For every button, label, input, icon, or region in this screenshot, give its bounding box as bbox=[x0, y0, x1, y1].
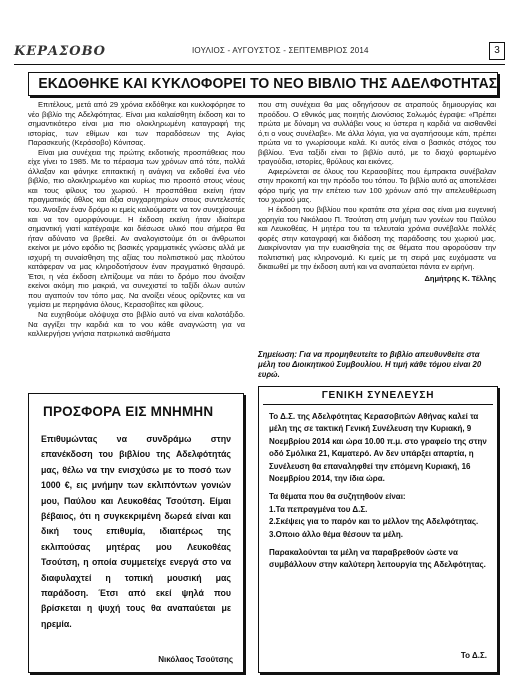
assembly-body bbox=[269, 411, 489, 572]
assembly-topics-heading: Τα θέματα που θα συζητηθούν είναι: bbox=[269, 492, 406, 502]
article-column-left bbox=[28, 100, 245, 339]
assembly-intro: Το Δ.Σ. της Αδελφότητας Κερασοβιτών Αθήνας καλεί τα μέλη της σε τακτική Γενική Συνέλευση την Κυριακή, 9 Νοεμβρίου 2014 και ώρα 10.00 π.μ. στο γραφείο της στην οδό Σμόλικα 21, Καματερό. Αν δεν υπάρξει απαρτία, η Συνέλευση θα επαναληφθεί την επόμενη Κυριακή, 16 Νοεμβρίου 2014, την ίδια ώρα. bbox=[269, 412, 487, 484]
offer-signature: Νικόλαος Τσούτσης bbox=[158, 655, 233, 664]
page-header bbox=[14, 42, 505, 64]
article-paragraph: Επιτέλους, μετά από 29 χρόνια εκδόθηκε και κυκλοφόρησε το νέο βιβλίο της Αδελφότητας. Είναι μια καλαίσθητη έκδοση και το σημαντικότερο είναι μια πιο ολοκληρωμένη καταγραφή της ιστορίας, των εθίμων και των παραδόσεων της Αγίας Παρασκευής (Κεράσοβο) Κόνιτσας. bbox=[28, 100, 245, 148]
offer-body: Επιθυμώντας να συνδράμω στην επανέκδοση του βιβλίου της Αδελφότητάς μας, θέλω να την ενισχύσω με το ποσό των 1000 €, εις μνήμην των εκλιπόντων γονιών μου, Παύλου και Λευκοθέας Τσούτση. Είμαι βέβαιος, ότι η συγκεκριμένη δωρεά είναι και δική τους επιθυμία, ιδιαιτέρως της εκλιπούσας μητέρας μου Λευκοθέας Τσούτση, η οποία συμμετείχε ενεργά στο να διαφυλαχτεί η τοπική μουσική μας παράδοση. Έτσι από εκεί ψηλά που βρίσκεται η ψυχή τους θα αναπαύεται με ηρεμία. bbox=[41, 434, 231, 629]
memorial-offer-box bbox=[28, 393, 244, 673]
article-paragraph: Να ευχηθούμε ολόψυχα στο βιβλίο αυτό να είναι καλοτάξιδο. Να αγγίξει την καρδιά και το νου κάθε αναγνώστη για να καλλιεργήσει γνήσια πατριωτικά αισθήματα bbox=[28, 310, 245, 339]
assembly-closing: Παρακαλούνται τα μέλη να παραβρεθούν ώστε να συμβάλλουν στην καλύτερη λειτουργία της Αδελφότητας. bbox=[269, 548, 486, 570]
page-number: 3 bbox=[489, 42, 505, 60]
offer-title: ΠΡΟΣΦΟΡΑ ΕΙΣ ΜΝΗΜΗΝ bbox=[43, 404, 214, 419]
article-column-right bbox=[258, 100, 496, 283]
header-rule bbox=[14, 64, 505, 65]
general-assembly-box bbox=[258, 386, 498, 673]
assembly-topic: 2.Σκέψεις για το παρόν και το μέλλον της Αδελφότητας. bbox=[269, 517, 479, 527]
article-paragraph: Η έκδοση του βιβλίου που κρατάτε στα χέρια σας είναι μια ευγενική χορηγία του Νικόλαου Π. Τσούτση στη μνήμη των γονέων του Παύλου και Λευκοθέας. Η μητέρα του τα τελευταία χρόνια συνέβαλλε πολλές φορές στην καταγραφή και διάδοση της παράδοσης του χωριού μας. Διακρίνονταν για την ευαισθησία της σε θέματα που αφορούσαν την πολιτιστική μας κληρονομιά. Κι εμείς με τη σειρά μας ευχόμαστε να δικαιωθεί με την έκδοση αυτή και να αναπαύεται πάντα εν ειρήνη. bbox=[258, 205, 496, 272]
issue-date: ΙΟΥΛΙΟΣ - ΑΥΓΟΥΣΤΟΣ - ΣΕΠΤΕΜΒΡΙΟΣ 2014 bbox=[192, 46, 369, 55]
article-paragraph: που στη συνέχεια θα μας οδηγήσουν σε ατραπούς δημιουργίας και προόδου. Ο εθνικός μας ποιητής Διονύσιος Σολωμός έγραψε: «Πρέπει πρώτα με δύναμη να συλλάβει νους κι ύστερα η καρδιά να αισθανθεί ό,τι ο νους συνέλαβε». Με άλλα λόγια, για να αγαπήσουμε κάτι, πρέπει πρώτα να το γνωρίσουμε καλά. Κι αυτός είναι ο βασικός στόχος του βιβλίου. Ένα ταξίδι είναι το βιβλίο αυτό, με το διαχύ φορτωμένο τραγούδια, ιστορίες, θρύλους και εικόνες. bbox=[258, 100, 496, 167]
assembly-topic: 3.Οποιο άλλο θέμα θέσουν τα μέλη. bbox=[269, 529, 403, 539]
assembly-title-rule bbox=[263, 404, 493, 405]
assembly-signature: Το Δ.Σ. bbox=[460, 651, 487, 660]
headline-frame bbox=[28, 72, 498, 96]
article-paragraph: Είναι μια συνέχεια της πρώτης εκδοτικής προσπάθειας που είχε γίνει το 1985. Με το πέρασμα των χρόνων από τότε, πολλά άλλαξαν και φάνηκε επιτακτική η ανάγκη να εκδοθεί ένα νέο βιβλίο, πιο ολοκληρωμένο και κυρίως πιο προσιτό στους νέους και τους φίλους του χωριού. Η προσπάθεια εκείνη ήταν πραγματικός άθλος και άξια συγχαρητηρίων στους συντελεστές του. Άνοιξαν έναν δρόμο κι εμείς καλούμαστε να τον συνεχίσουμε και να τον ομορφύνουμε. Η έκδοση εκείνη ήταν ιδιαίτερα σημαντική γιατί κατέγραψε και διέσωσε υλικό που σήμερα θα ήταν αδύνατο να βρεθεί. Αν αναλογιστούμε ότι οι άνθρωποι εκείνοι με μόνο εφόδιο τις βασικές γραμματικές γνώσεις αλλά με ισχυρή τη συναίσθηση της αξίας του πολιτιστικού μας πλούτου κατάφεραν να μας κληροδοτήσουν έναν πραγματικό θησαυρό. Έτσι, η νέα έκδοση ελπίζουμε να πάει το δρόμο που άνοιξαν εκείνοι ακόμη πιο μακριά, να συνεχιστεί το ταξίδι όλων αυτών που αγαπούν τον τόπο μας. Να ανοίξει νέους ορίζοντες και να γεμίσει με περηφάνια όλους, Κερασοβίτες και φίλους. bbox=[28, 147, 245, 310]
assembly-title: ΓΕΝΙΚΗ ΣΥΝΕΛΕΥΣΗ bbox=[321, 390, 435, 401]
article-headline: ΕΚΔΟΘΗΚΕ ΚΑΙ ΚΥΚΛΟΦΟΡΕΙ ΤΟ ΝΕΟ ΒΙΒΛΙΟ ΤΗΣ ΑΔΕΛΦΟΤΗΤΑΣ bbox=[38, 76, 498, 92]
assembly-topic: 1.Τα πεπραγμένα του Δ.Σ. bbox=[269, 504, 368, 514]
purchase-note: Σημείωση: Για να προμηθευτείτε το βιβλίο απευθυνθείτε στα μέλη του Διοικητικού Συμβουλίου. Η τιμή κάθε τόμου είναι 20 ευρώ. bbox=[258, 350, 482, 379]
article-paragraph: Αφιερώνεται σε όλους του Κερασοβίτες που έμπρακτα συνέβαλαν στην προκοπή και την πρόοδο του τόπου. Το βιβλίο αυτό ας αποτελέσει φόρο τιμής για την επέτειο των 100 χρόνων από την απελευθέρωση του χωριού μας. bbox=[258, 166, 496, 205]
masthead-logo: ΚΕΡΑΣΟΒΟ bbox=[14, 44, 106, 59]
article-signature: Δημήτρης Κ. Τέλλης bbox=[424, 273, 496, 283]
